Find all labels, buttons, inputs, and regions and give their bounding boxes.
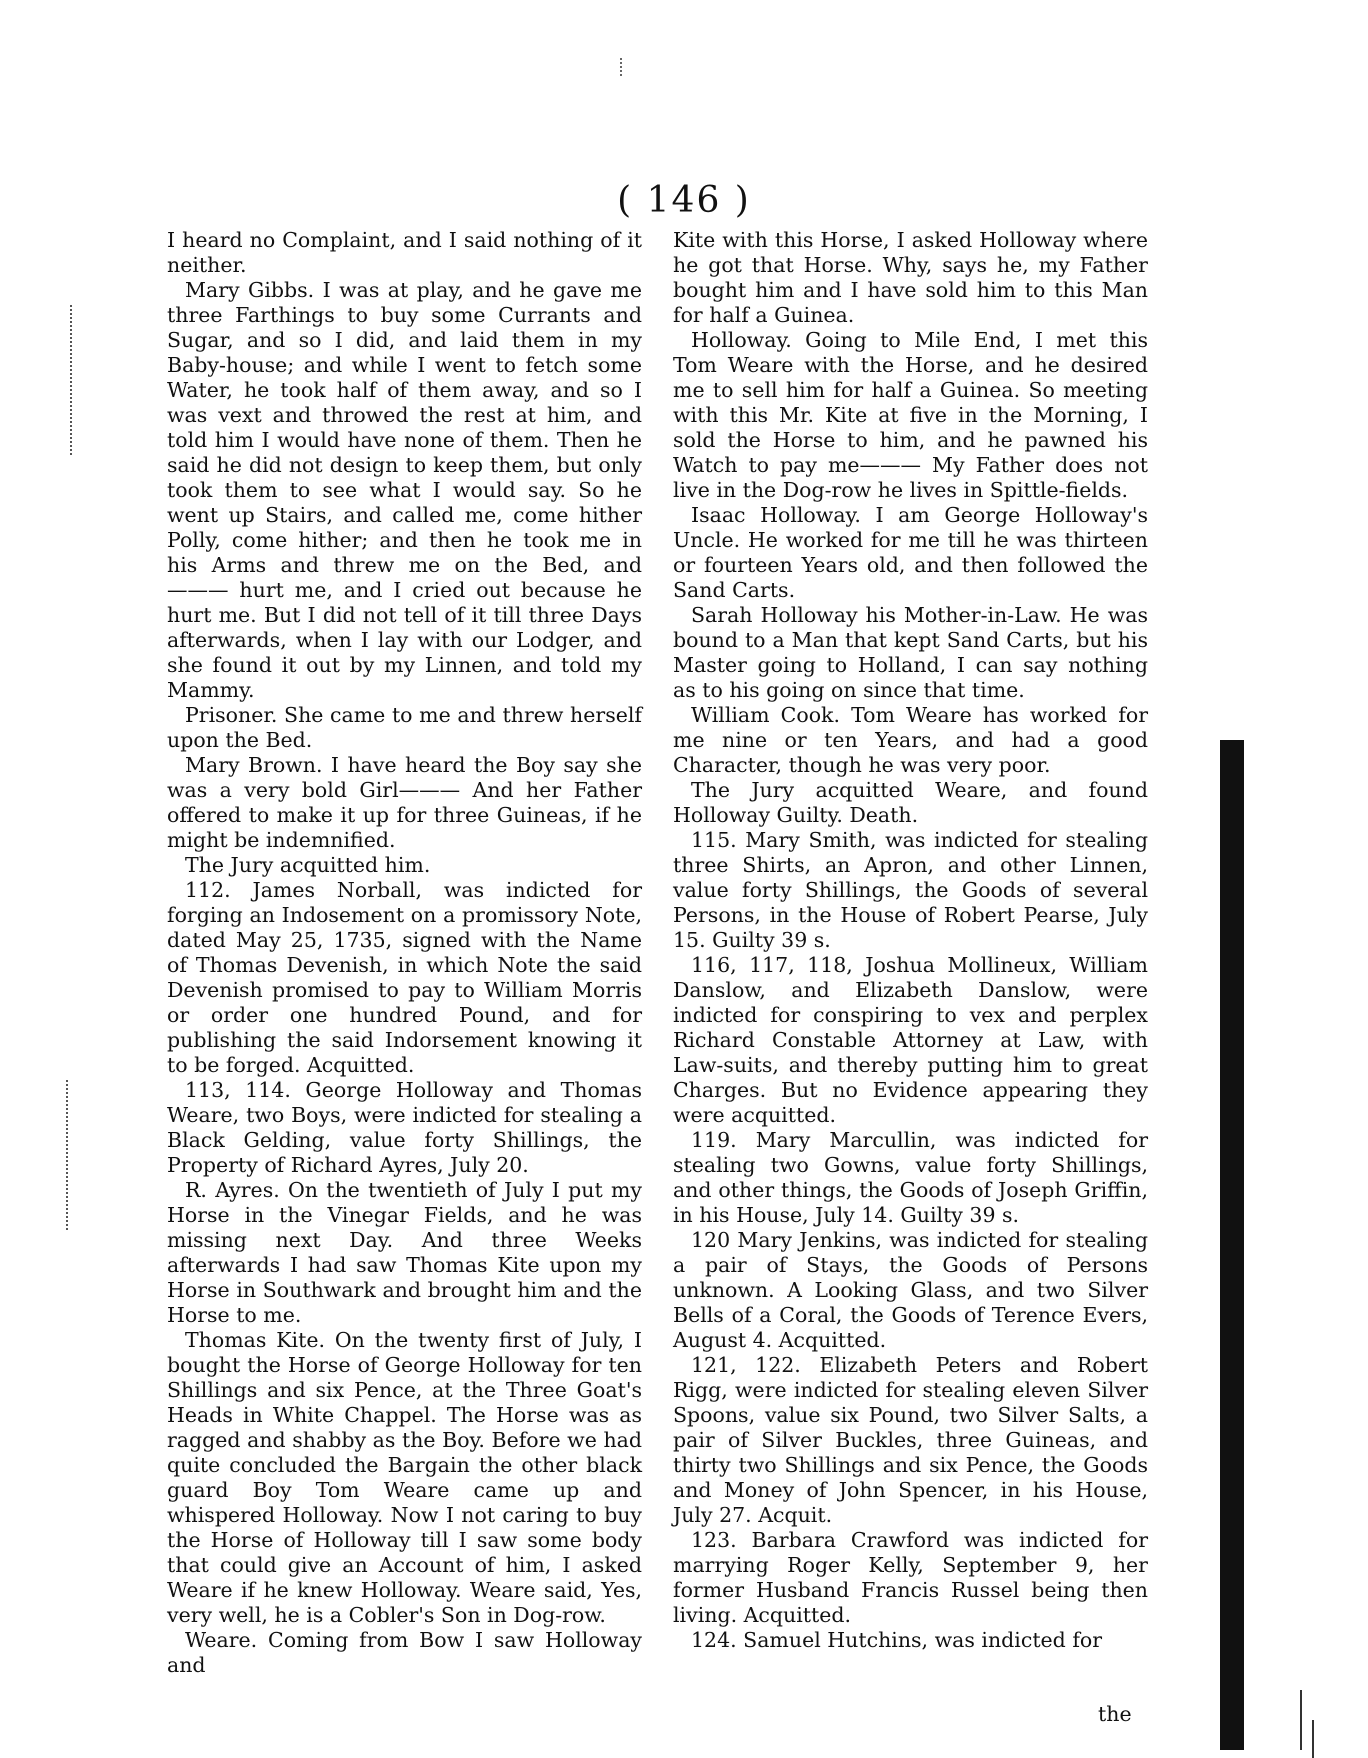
paragraph: Weare. Coming from Bow I saw Holloway and bbox=[167, 1628, 642, 1677]
paragraph: Thomas Kite. On the twenty first of July, I bought the Horse of George Holloway for ten Shillings and six Pence, at the Three Goat's Heads in White Chappel. The Horse was as ragged and shabby as the Boy. Before we had quite concluded the Bargain the other black guard Boy Tom Weare came up and whispered Holloway. Now I not caring to buy the Horse of Holloway till I saw some body that could give an Account of him, I asked Weare if he knew Holloway. Weare said, Yes, very well, he is a Cobler's Son in Dog-row. bbox=[167, 1328, 642, 1627]
page-edge-line bbox=[1312, 1720, 1314, 1758]
page-edge-shadow bbox=[1220, 740, 1244, 1750]
paragraph: 116, 117, 118, Joshua Mollineux, William Danslow, and Elizabeth Danslow, were indicted for conspiring to vex and perplex Richard Constable Attorney at Law, with Law-suits, and thereby putting him to great Charges. But no Evidence appearing they were acquitted. bbox=[673, 953, 1148, 1127]
paragraph: The Jury acquitted Weare, and found Holloway Guilty. Death. bbox=[673, 778, 1148, 827]
margin-marks bbox=[66, 1080, 78, 1230]
paragraph: I heard no Complaint, and I said nothing of it neither. bbox=[167, 228, 642, 277]
paragraph: The Jury acquitted him. bbox=[185, 853, 431, 877]
paragraph: 119. Mary Marcullin, was indicted for stealing two Gowns, value forty Shillings, and other things, the Goods of Joseph Griffin, in his House, July 14. Guilty 39 s. bbox=[673, 1128, 1148, 1227]
paragraph: Prisoner. She came to me and threw herself upon the Bed. bbox=[167, 703, 642, 752]
catchword: the bbox=[1098, 1702, 1132, 1726]
paragraph: 113, 114. George Holloway and Thomas Weare, two Boys, were indicted for stealing a Black Gelding, value forty Shillings, the Property of Richard Ayres, July 20. bbox=[167, 1078, 642, 1177]
right-column bbox=[673, 228, 1148, 1653]
paragraph: 123. Barbara Crawford was indicted for marrying Roger Kelly, September 9, her former Husband Francis Russel being then living. Acquitted. bbox=[673, 1528, 1148, 1627]
paragraph: 124. Samuel Hutchins, was indicted for bbox=[691, 1628, 1103, 1652]
paragraph: Isaac Holloway. I am George Holloway's Uncle. He worked for me till he was thirteen or fourteen Years old, and then followed the Sand Carts. bbox=[673, 503, 1148, 602]
paragraph: 115. Mary Smith, was indicted for stealing three Shirts, an Apron, and other Linnen, value forty Shillings, the Goods of several Persons, in the House of Robert Pearse, July 15. Guilty 39 s. bbox=[673, 828, 1148, 952]
paragraph: Holloway. Going to Mile End, I met this Tom Weare with the Horse, and he desired me to sell him for half a Guinea. So meeting with this Mr. Kite at five in the Morning, I sold the Horse to him, and he pawned his Watch to pay me——— My Father does not live in the Dog-row he lives in Spittle-fields. bbox=[673, 328, 1148, 502]
paragraph: R. Ayres. On the twentieth of July I put my Horse in the Vinegar Fields, and he was missing next Day. And three Weeks afterwards I had saw Thomas Kite upon my Horse in Southwark and brought him and the Horse to me. bbox=[167, 1178, 642, 1327]
paragraph: William Cook. Tom Weare has worked for me nine or ten Years, and had a good Character, though he was very poor. bbox=[673, 703, 1148, 777]
page-edge-line bbox=[1300, 1690, 1302, 1750]
paragraph: Mary Gibbs. I was at play, and he gave me three Farthings to buy some Currants and Sugar, and so I did, and laid them in my Baby-house; and while I went to fetch some Water, he took half of them away, and so I was vext and throwed the rest at him, and told him I would have none of them. Then he said he did not design to keep them, but only took them to see what I would say. So he went up Stairs, and called me, come hither Polly, come hither; and then he took me in his Arms and threw me on the Bed, and ——— hurt me, and I cried out because he hurt me. But I did not tell of it till three Days afterwards, when I lay with our Lodger, and she found it out by my Linnen, and told my Mammy. bbox=[167, 278, 642, 702]
paragraph: Sarah Holloway his Mother-in-Law. He was bound to a Man that kept Sand Carts, but his Master going to Holland, I can say nothing as to his going on since that time. bbox=[673, 603, 1148, 702]
paragraph: 121, 122. Elizabeth Peters and Robert Rigg, were indicted for stealing eleven Silver Spoons, value six Pound, two Silver Salts, a pair of Silver Buckles, three Guineas, and thirty two Shillings and six Pence, the Goods and Money of John Spencer, in his House, July 27. Acquit. bbox=[673, 1353, 1148, 1527]
paragraph: 120 Mary Jenkins, was indicted for stealing a pair of Stays, the Goods of Persons unknown. A Looking Glass, and two Silver Bells of a Coral, the Goods of Terence Evers, August 4. Acquitted. bbox=[673, 1228, 1148, 1352]
left-column bbox=[167, 228, 642, 1678]
page-number: ( 146 ) bbox=[617, 180, 751, 221]
margin-marks bbox=[70, 305, 82, 455]
paragraph: 112. James Norball, was indicted for forging an Indosement on a promissory Note, dated May 25, 1735, signed with the Name of Thomas Devenish, in which Note the said Devenish promised to pay to William Morris or order one hundred Pound, and for publishing the said Indorsement knowing it to be forged. Acquitted. bbox=[167, 878, 642, 1077]
scan-speck bbox=[620, 58, 625, 76]
paragraph: Mary Brown. I have heard the Boy say she was a very bold Girl——— And her Father offered to make it up for three Guineas, if he might be indemnified. bbox=[167, 753, 642, 852]
paragraph: Kite with this Horse, I asked Holloway where he got that Horse. Why, says he, my Father bought him and I have sold him to this Man for half a Guinea. bbox=[673, 228, 1148, 327]
